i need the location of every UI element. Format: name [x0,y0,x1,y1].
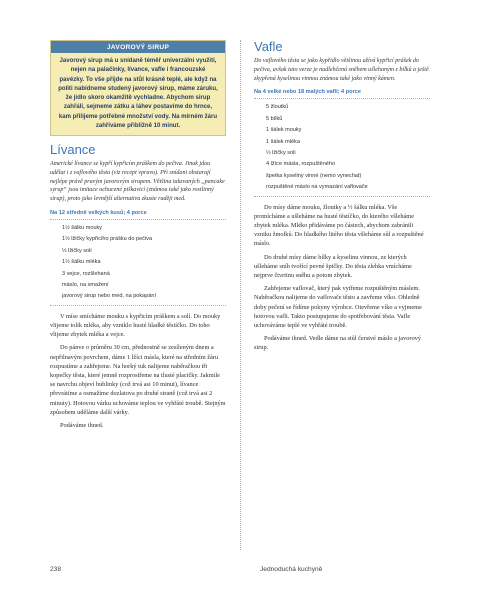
recipe-intro-livance: Americké lívance se kypří kypřicím práškem do pečiva. Jinak jdou udělat i z vaflového těsta (viz recept vpravo). Při snídani obstarají nejlépe právě pravým javorovým sirupem. Většina takzvaných „pancake syrup“ jsou imitace ochucené piškavicí (známou také jako rostlinný sirup), proto jako levnější alternativu zkuste raději med. [50,161,225,203]
method-paragraph: Podáváme ihned. [60,422,104,430]
recipe-intro-vafle: Do vaflového těsta se jako kypřidlo většinou užívá kypřicí prášek do pečiva, avšak tato verze je nadlehčená sněhem ušlehaným z bílků a ještě zkypřená kyselinou vinnou známou také jako vinný kámen. [254,58,429,82]
maple-syrup-sidebar [50,40,226,136]
recipe-title-vafle: Vafle [254,39,283,54]
serving-info-vafle: Na 4 velké nebo 18 malých vaflí; 4 porce [254,89,361,96]
ingredient-item: ½ lžičky soli [266,150,296,157]
ingredient-item: 1½ šálku mléka [62,259,101,266]
running-footer-title: Jednoduchá kuchyně [260,566,323,573]
ingredient-item: ½ lžičky soli [62,247,92,254]
ingredient-item: 5 žloutků [266,104,289,111]
ingredient-item: máslo, na smažení [62,282,109,289]
method-paragraph: Do pánve o průměru 30 cm, přednostně se zesíleným dnem a nepřilnavým povrchem, dáme 1 lžíci másla, které na středním žáru rozpustíme a zahřejeme. Na horký tuk nalijeme naběračkou tři kopečky těsta, které jemně rozprostřeme na tlusté placičky. Jakmile se navrchu objeví bublinky (což trvá asi 10 minut), lívance převrátíme a osmažíme dozlatova po druhé straně (což trvá asi 2 minuty). Hotovou várku uchováme teplou ve vyhřáté troubě. Stejným způsobem uděláme další várky. [50,344,226,416]
sidebar-heading: JAVOROVÝ SIRUP [51,41,225,53]
ingredient-item: 1½ šálku mouky [62,224,103,231]
ingredient-item: rozpuštěné máslo na vymazání vaflovače [266,184,368,191]
sidebar-text: Javorový sirup má u snídaně téměř univerzální využití, nejen na palačinky, lívance, vafle i francouzské pavézky. To vše přijde na stůl krásně teplé, ale když na politi nabídneme studený javorový sirup, máme záruku, že jídlo skoro okamžitě vychladne. Abychom sirup zahřáli, sejmeme zátku a láhev postavíme do hrnce, kam přilijeme potřebné množství vody. Na mírném žáru zahříváme přibližně 10 minut. [58,58,218,129]
method-paragraph: Zahřejeme vaflovač, který pak vytřeme rozpuštěným máslem. Naběračkou nalijeme do vaflovače těsto a zavřeme víko. Ohledně doby pečení se řídíme pokyny výrobce. Otevřeme víko a vyjmeme hotovou vafli. Takto postupujeme do spotřebování těsta. Vafle uchováváme teplé ve vyhřáté troubě. [254,285,422,330]
ingredient-item: 1 šálek mouky [266,127,302,134]
ingredient-item: špetka kyseliny vinné (nemo vynechat) [266,172,362,179]
ingredient-item: 5 bílků [266,115,283,122]
ingredient-list-livance [50,219,226,306]
ingredient-item: 3 vejce, rozšlehaná [62,270,110,277]
method-paragraph: V míse smícháme mouku s kypřicím práškem a solí. Do mouky vlijeme tolik mléka, aby vzniklo husté hladké těstíčko. Do toho vlijeme zbytek mléka a vejce. [50,312,221,339]
ingredient-item: javorový sirup nebo med, na pokapání [62,293,157,300]
right-column [254,40,430,353]
recipe-title-livance: Lívance [50,142,96,157]
method-paragraph: Do druhé mísy dáme bílky a kyselinu vinnou, ze kterých ušleháme sníh tvořící pevné špičky. Do těsta zlehka vmícháme nejprve čtvrtinu sněhu a potom zbytek. [254,253,412,280]
method-paragraph: Podáváme ihned. Vedle dáme na stůl čerstvé máslo a javorový sirup. [254,335,421,352]
serving-info-livance: Na 12 středně velkých kusů; 4 porce [50,209,147,216]
method-paragraph: Do mísy dáme mouku, žloutky a ½ šálku mléka. Vše promícháme a ušleháme na husté těstíčko, do kterého všleháme zbytek mléka. Mléko přidáváme po částech, abychom zabránili vzniku žmolků. Do hladkého litého těsta všleháme sůl a rozpuštěné máslo. [254,203,424,248]
ingredient-list-vafle [254,98,430,196]
left-column [50,40,226,430]
page-number: 238 [50,566,62,573]
ingredient-item: 1½ lžičky kypřicího prášku do pečiva [62,236,153,243]
ingredient-item: 4 lžíce másla, rozpuštěného [266,161,336,168]
ingredient-item: 1 šálek mléka [266,138,300,145]
column-divider [240,40,241,550]
